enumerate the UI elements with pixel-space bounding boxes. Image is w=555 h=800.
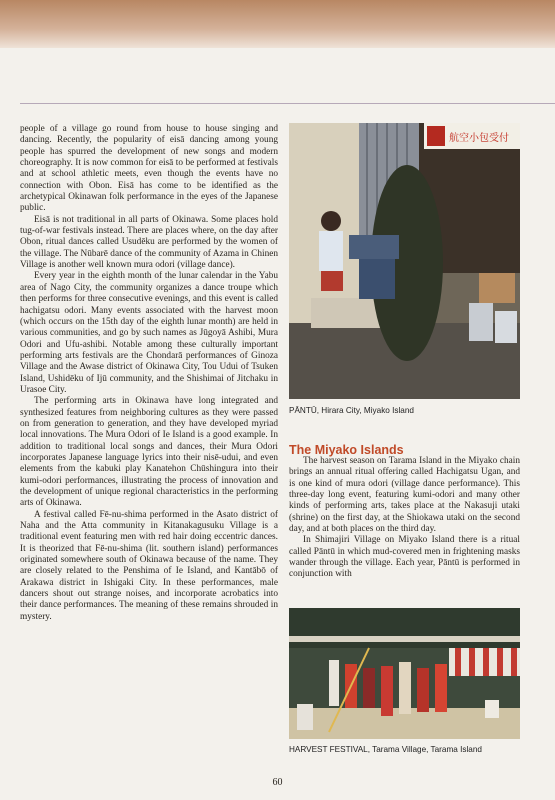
right-column (289, 456, 520, 581)
header-band (0, 0, 555, 48)
paragraph: In Shimajiri Village on Miyako Island there is a ritual called Pāntū in which mud-covered men in frightening masks wander through the village. Each year, Pāntū is performed in conjunction with (289, 535, 520, 580)
paragraph: The harvest season on Tarama Island in the Miyako chain brings an annual ritual offering called Hachigatsu Ugan, and is one kind of mura odori (village dance performance). This three-day long event, featuring kumi-odori and many other kinds of performing arts, takes place at the Nakasuji utaki (shrine) on the first day, at the Shiokawa utaki on the second day, and at both places on the third day. (289, 456, 520, 535)
paragraph: Eisā is not traditional in all parts of Okinawa. Some places hold tug-of-war festivals instead. There are places where, on the day after Obon, ritual dances called Usudēku are performed by the women of the village. The Nūbarē dance of the community of Azama in Chinen Village is another well known mura odori (village dance). (20, 214, 278, 271)
photo-caption: HARVEST FESTIVAL, Tarama Village, Tarama Island (289, 745, 482, 754)
section-title: The Miyako Islands (289, 443, 404, 457)
paragraph: The performing arts in Okinawa have long integrated and synthesized features from neighboring cultures as they were passed on from generation to generation, and they have developed myriad local innovations. The Mura Odori of Ie Island is a good example. In addition to traditional local songs and dances, their Mura Odori incorporates Japanese language lyrics into their nisē-udui, and even elements from the kabuki play Kanatehon Chūshingura into their kumi-odori performances, illustrating the process of innovation and the development of unique regional characteristics in the performing arts of Okinawa. (20, 396, 278, 509)
paragraph: people of a village go round from house to house singing and dancing. Recently, the popularity of eisā dancing among young people has spurred the development of new songs and modern choreography. It is now common for eisā to be performed at festivals and at school athletic meets, even though the events have no connection with Obon. Eisā has come to be identified as the archetypical Okinawan folk performance in the eyes of the Japanese public. (20, 124, 278, 214)
harvest-festival-photo (289, 608, 520, 739)
shop-sign-text: 航空小包受付 (449, 133, 509, 144)
page-number: 60 (272, 777, 283, 788)
header-rule (20, 103, 555, 104)
paragraph: A festival called Fē-nu-shima performed in the Asato district of Naha and the Atta community in Kitanakagusuku Village is a traditional event featuring men with red hair doing eccentric dances. It is theorized that Fē-nu-shima (lit. southern island) performances originated somewhere south of Okinawa because of the name. They are closely related to the Penshima of Ie Island, and Kantābō of Arakawa district in Ishigaki City. In these performances, male dancers shout out strange noises, and incorporate acrobatics into their dance performances. The meaning of these remains shrouded in mystery. (20, 509, 278, 622)
pantu-photo (289, 123, 520, 399)
paragraph: Every year in the eighth month of the lunar calendar in the Yabu area of Nago City, the community organizes a dance troupe which then performs for three consecutive evenings, and this event is called hachigatsu odori. Many events associated with the harvest moon (which occurs on the 15th day of the eighth lunar month) are held in various communities, and go by such names as Jūgoyā Ashibi, Mura Odori and Ufu-ashibi. Notable among these culturally important performing arts festivals are the Chondarā performances of Ginoza Village and the Awase district of Okinawa City, Tou Udui of Tsuken Island, Ushidēku of Ijū community, and the Shishimai of Jitchaku in Urasoe City. (20, 271, 278, 395)
photo-caption: PĀNTŪ, Hirara City, Miyako Island (289, 406, 414, 415)
left-column (20, 124, 278, 623)
